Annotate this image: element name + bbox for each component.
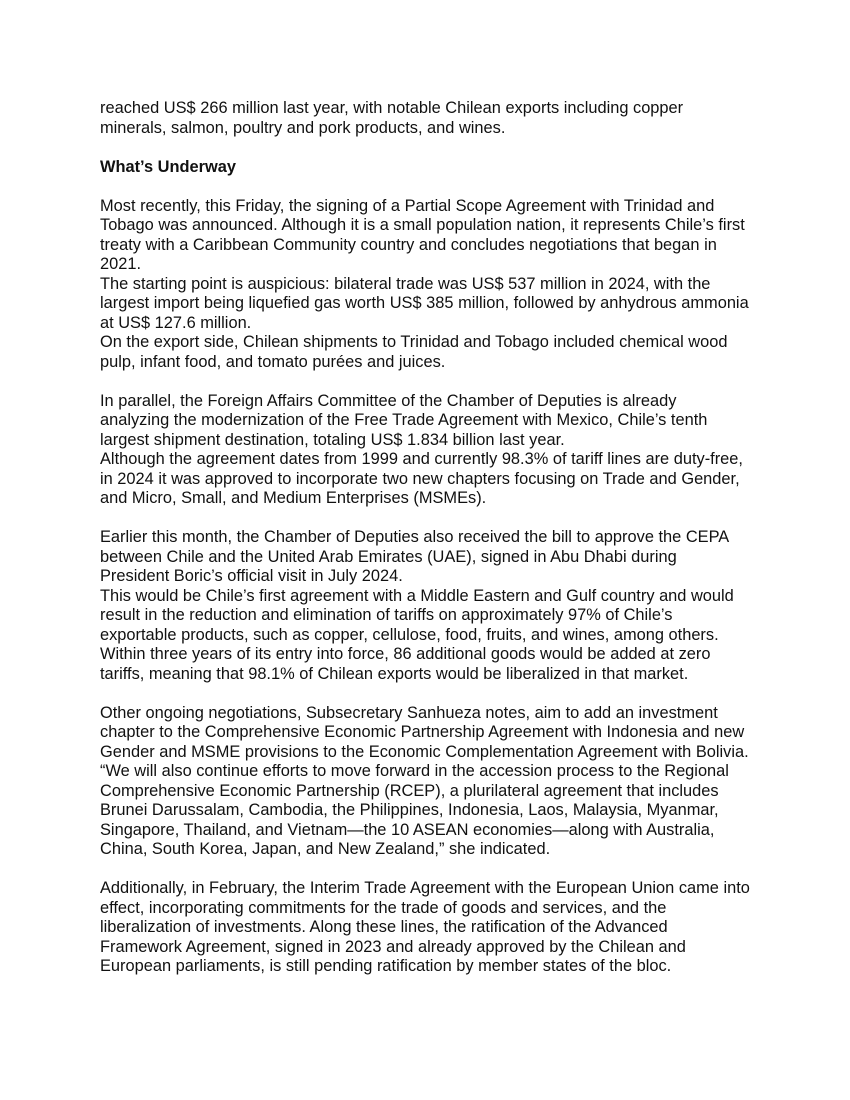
section-other-negotiations [100, 704, 750, 860]
spacer [100, 138, 750, 158]
paragraph: The starting point is auspicious: bilateral trade was US$ 537 million in 2024, with the largest import being liquefied gas worth US$ 385 million, followed by anhydrous ammonia at US$ 127.6 million. [100, 274, 749, 332]
paragraph: This would be Chile’s first agreement with a Middle Eastern and Gulf country and would result in the reduction and elimination of tariffs on approximately 97% of Chile’s exportable products, such as copper, cellulose, food, fruits, and wines, among others. Within three years of its entry into force, 86 additional goods would be added at zero tariffs, meaning that 98.1% of Chilean exports would be liberalized in that market. [100, 586, 734, 683]
spacer [100, 509, 750, 529]
paragraph: Most recently, this Friday, the signing of a Partial Scope Agreement with Trinidad and Tobago was announced. Although it is a small population nation, it represents Chile’s first treaty with a Caribbean Community country and concludes negotiations that began in 2021. [100, 196, 745, 273]
section-uae [100, 528, 750, 684]
spacer [100, 684, 750, 704]
spacer [100, 372, 750, 392]
paragraph: Additionally, in February, the Interim Trade Agreement with the European Union came into effect, incorporating commitments for the trade of goods and services, and the liberalization of investments. Along these lines, the ratification of the Advanced Framework Agreement, signed in 2023 and already approved by the Chilean and European parliaments, is still pending ratification by member states of the bloc. [100, 879, 750, 975]
section-heading: What’s Underway [100, 157, 237, 176]
section-trinidad-tobago [100, 197, 750, 373]
paragraph: Although the agreement dates from 1999 and currently 98.3% of tariff lines are duty-free, in 2024 it was approved to incorporate two new chapters focusing on Trade and Gender, and Micro, Small, and Medium Enterprises (MSMEs). [100, 450, 743, 507]
section-mexico [100, 392, 750, 509]
spacer [100, 860, 750, 880]
paragraph: In parallel, the Foreign Affairs Committee of the Chamber of Deputies is already analyzing the modernization of the Free Trade Agreement with Mexico, Chile’s tenth largest shipment destination, totaling US$ 1.834 billion last year. [100, 391, 708, 449]
spacer [100, 177, 750, 197]
paragraph: Earlier this month, the Chamber of Deputies also received the bill to approve the CEPA between Chile and the United Arab Emirates (UAE), signed in Abu Dhabi during President Boric’s official visit in July 2024. [100, 528, 729, 585]
section-european-union [100, 879, 750, 977]
paragraph: On the export side, Chilean shipments to Trinidad and Tobago included chemical wood pulp, infant food, and tomato purées and juices. [100, 333, 728, 371]
paragraph: Other ongoing negotiations, Subsecretary Sanhueza notes, aim to add an investment chapter to the Comprehensive Economic Partnership Agreement with Indonesia and new Gender and MSME provisions to the Economic Complementation Agreement with Bolivia. [100, 703, 749, 761]
document-page [100, 99, 750, 977]
quote-paragraph: “We will also continue efforts to move forward in the accession process to the Regional Comprehensive Economic Partnership (RCEP), a plurilateral agreement that includes Brunei Darussalam, Cambodia, the Philippines, Indonesia, Laos, Malaysia, Myanmar, Singapore, Thailand, and Vietnam—the 10 ASEAN economies—along with Australia, China, South Korea, Japan, and New Zealand,” she indicated. [100, 762, 729, 858]
intro-paragraph: reached US$ 266 million last year, with notable Chilean exports including copper minerals, salmon, poultry and pork products, and wines. [100, 99, 684, 137]
